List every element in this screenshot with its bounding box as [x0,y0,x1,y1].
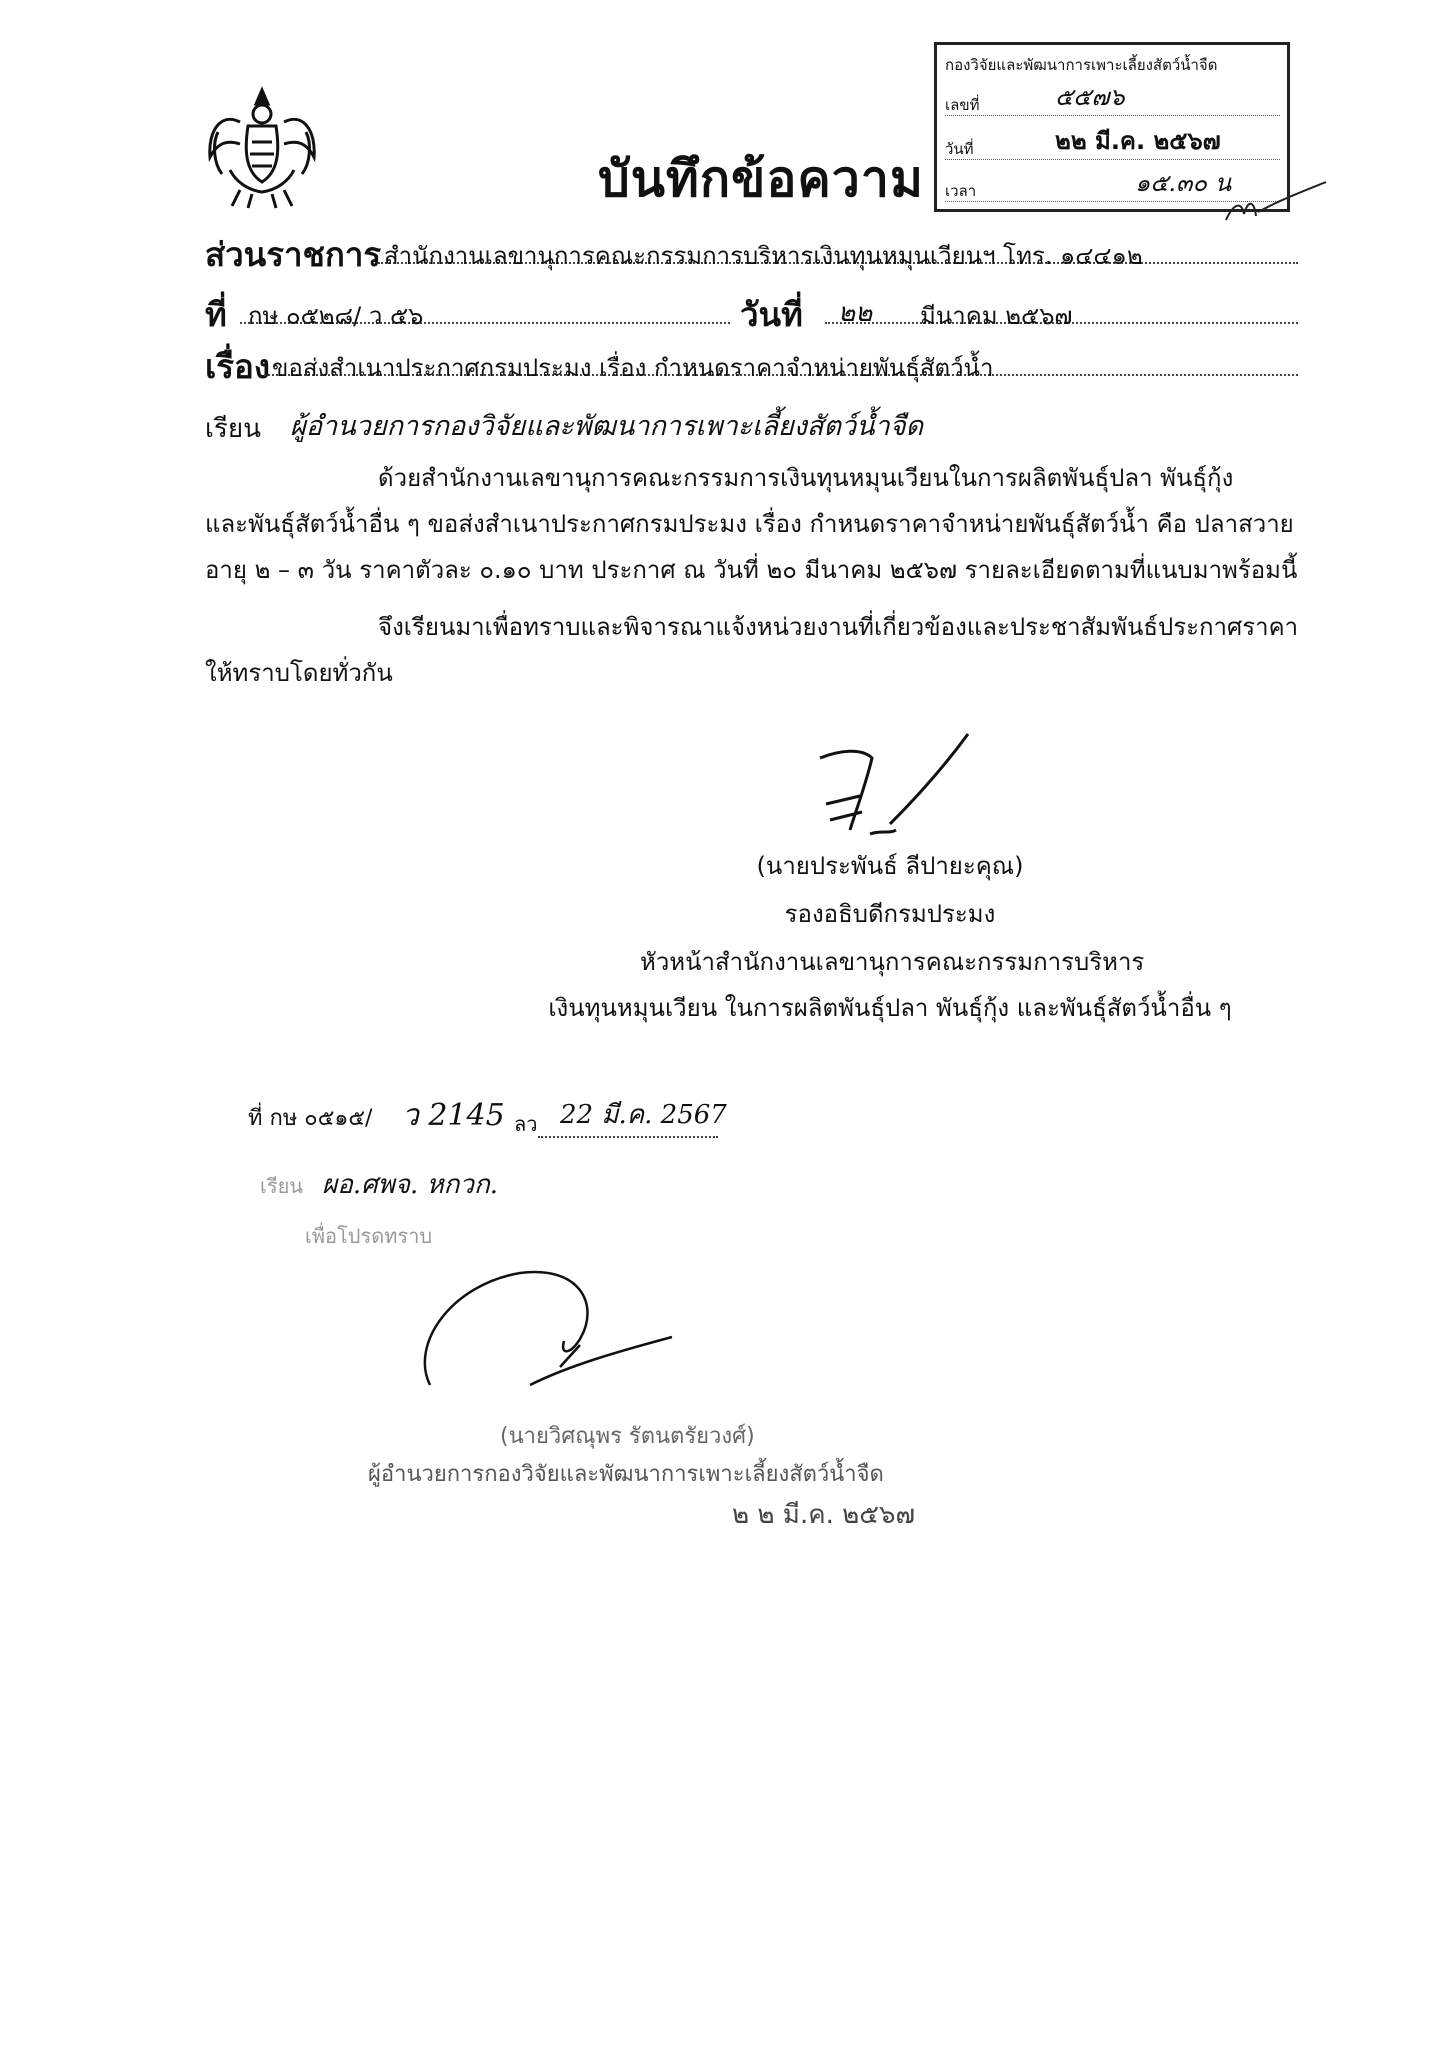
agency-label: ส่วนราชการ [205,235,382,274]
ref-label: ที่ [205,295,227,334]
signature-1 [800,730,980,845]
stamp-number-row [945,83,1280,116]
signatory-name: (นายประพันธ์ ลีปายะคุณ) [756,852,1024,880]
garuda-emblem [200,82,325,212]
date-value: ๒๒ [838,298,873,328]
endorse-date-label: ลว [514,1112,538,1136]
endorse-date: 22 มี.ค. 2567 [560,1100,727,1130]
body-p2-line2: ให้ทราบโดยทั่วกัน [205,659,393,687]
endorse-stamp-date: ๒ ๒ มี.ค. ๒๕๖๗ [732,1500,916,1530]
agency-value: สำนักงานเลขานุการคณะกรรมการบริหารเงินทุนหมุนเวียนฯ โทร. ๑๔๔๑๒ [384,242,1143,270]
signatory-position3: เงินทุนหมุนเวียน ในการผลิตพันธุ์ปลา พันธุ์กุ้ง และพันธุ์สัตว์น้ำอื่น ๆ [548,994,1232,1022]
endorse-date-dotline [538,1136,718,1138]
date-label: วันที่ [740,295,803,334]
body-p1-line2: และพันธุ์สัตว์น้ำอื่น ๆ ขอส่งสำเนาประกาศกรมประมง เรื่อง กำหนดราคาจำหน่ายพันธุ์สัตว์น้ำ คือ ปลาสวาย [205,510,1294,538]
subject-label: เรื่อง [205,347,270,386]
stamp-date-row [945,127,1280,160]
body-p2-line1: จึงเรียนมาเพื่อทราบและพิจารณาแจ้งหน่วยงานที่เกี่ยวข้องและประชาสัมพันธ์ประกาศราคา [378,613,1299,641]
stamp-date-label: วันที่ [945,140,974,158]
stamp-date-value: ๒๒ มี.ค. ๒๕๖๗ [1055,127,1221,155]
ref-value: กษ ๐๕๒๘/ ว ๕๖ [248,302,424,330]
endorse-ref-prefix: ที่ กษ ๐๕๑๕/ [248,1106,373,1131]
stamp-initials [1220,180,1330,230]
stamp-time-label: เวลา [945,182,977,200]
stamp-number-label: เลขที่ [945,96,980,114]
salutation-label: เรียน [205,414,261,444]
body-p1-line3: อายุ ๒ – ๓ วัน ราคาตัวละ ๐.๑๐ บาท ประกาศ ณ วันที่ ๒๐ มีนาคม ๒๕๖๗ รายละเอียดตามที่แนบมาพร้อมนี้ [205,556,1298,584]
salutation-value: ผู้อำนวยการกองวิจัยและพัฒนาการเพาะเลี้ยงสัตว์น้ำจืด [290,411,924,442]
stamp-time-value: ๑๕.๓๐ น [1135,169,1232,197]
signature-2 [410,1255,690,1395]
endorse-to-label: เรียน [260,1174,303,1198]
subject-value: ขอส่งสำเนาประกาศกรมประมง เรื่อง กำหนดราคาจำหน่ายพันธุ์สัตว์น้ำ [272,354,994,382]
signatory-position2: หัวหน้าสำนักงานเลขานุการคณะกรรมการบริหาร [640,948,1145,976]
date-rest: มีนาคม ๒๕๖๗ [920,302,1073,330]
endorse-ref-number: ว 2145 [402,1098,505,1133]
endorse-purpose: เพื่อโปรดทราบ [305,1224,433,1248]
endorse-position: ผู้อำนวยการกองวิจัยและพัฒนาการเพาะเลี้ยงสัตว์น้ำจืด [368,1462,884,1487]
document-title: บันทึกข้อความ [598,150,924,208]
signatory-position1: รองอธิบดีกรมประมง [784,900,996,928]
stamp-number-value: ๕๕๗๖ [1055,83,1125,111]
stamp-organization: กองวิจัยและพัฒนาการเพาะเลี้ยงสัตว์น้ำจืด [945,56,1218,74]
endorse-to-value: ผอ.ศพจ. หกวก. [322,1170,499,1200]
body-p1-line1: ด้วยสำนักงานเลขานุการคณะกรรมการเงินทุนหมุนเวียนในการผลิตพันธุ์ปลา พันธุ์กุ้ง [378,464,1234,492]
endorse-name: (นายวิศณุพร รัตนตรัยวงศ์) [500,1424,755,1449]
